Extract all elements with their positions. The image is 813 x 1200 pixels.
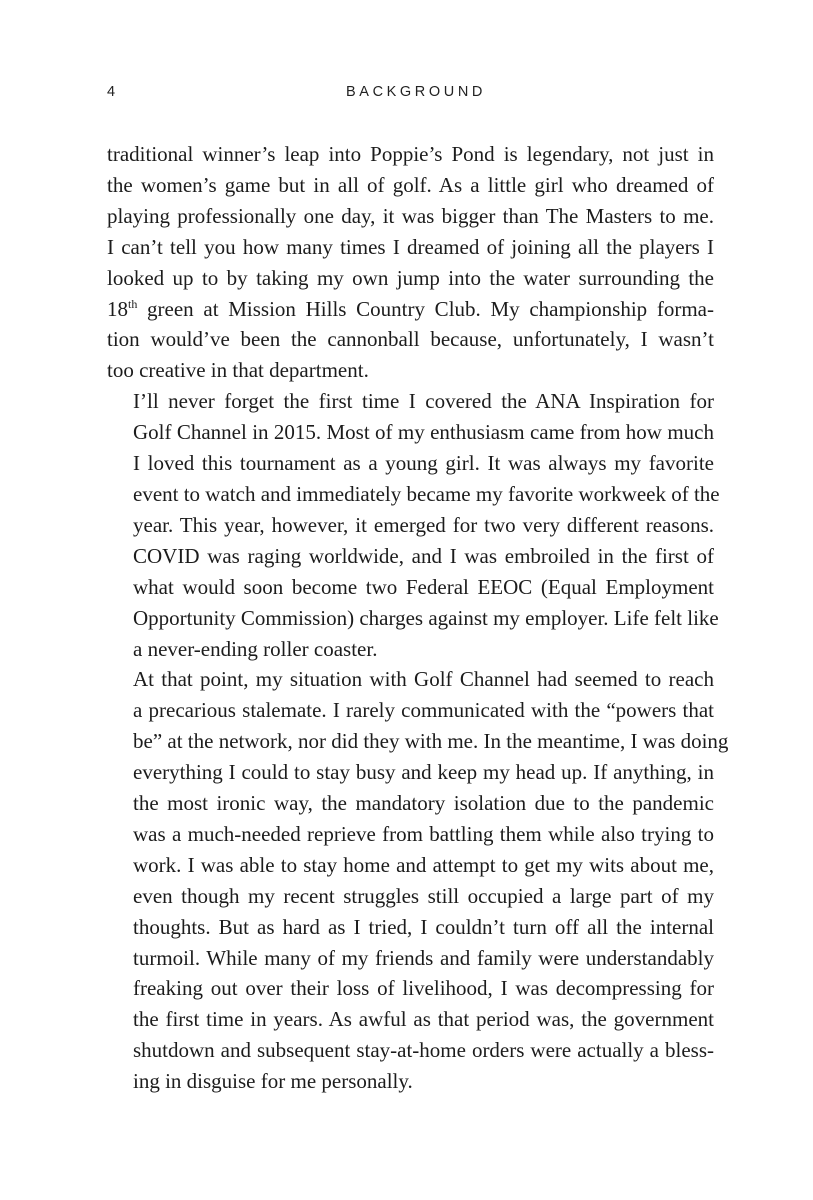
text-line: too creative in that department. xyxy=(107,358,369,383)
text-line: freaking out over their loss of livelihood, I was decompressing for xyxy=(133,976,714,1001)
text-line: Opportunity Commission) charges against my employer. Life felt like xyxy=(133,605,719,630)
running-head xyxy=(107,84,713,106)
text-line: work. I was able to stay home and attempt to get my wits about me, xyxy=(133,852,714,877)
text-line: I loved this tournament as a young girl. It was always my favorite xyxy=(133,451,714,476)
text-line: was a much-needed reprieve from battling them while also trying to xyxy=(133,821,714,846)
text-line: tion would’ve been the cannonball because, unfortunately, I wasn’t xyxy=(107,327,714,352)
page-number: 4 xyxy=(107,84,117,100)
text-line: year. This year, however, it emerged for two very different reasons. xyxy=(133,512,714,537)
text-line: what would soon become two Federal EEOC (Equal Employment xyxy=(133,574,714,599)
text-line: even though my recent struggles still occupied a large part of my xyxy=(133,883,714,908)
text-line: everything I could to stay busy and keep my head up. If anything, in xyxy=(133,760,714,785)
text-line: playing professionally one day, it was bigger than The Masters to me. xyxy=(107,203,714,228)
paragraph xyxy=(107,139,714,386)
text-line: a precarious stalemate. I rarely communicated with the “powers that xyxy=(133,698,714,723)
text-line: thoughts. But as hard as I tried, I couldn’t turn off all the internal xyxy=(133,914,714,939)
text-line: I can’t tell you how many times I dreamed of joining all the players I xyxy=(107,234,714,259)
text-line: Golf Channel in 2015. Most of my enthusiasm came from how much xyxy=(133,420,714,445)
text-line: ing in disguise for me personally. xyxy=(133,1069,413,1094)
text-line: the women’s game but in all of golf. As a little girl who dreamed of xyxy=(107,172,714,197)
section-title: BACKGROUND xyxy=(346,84,486,100)
text-line: the most ironic way, the mandatory isolation due to the pandemic xyxy=(133,791,714,816)
text-line: shutdown and subsequent stay-at-home orders were actually a bless- xyxy=(133,1038,714,1063)
text-line: COVID was raging worldwide, and I was embroiled in the first of xyxy=(133,543,714,568)
text-line: traditional winner’s leap into Poppie’s Pond is legendary, not just in xyxy=(107,142,714,166)
paragraph xyxy=(107,386,720,664)
text-line: At that point, my situation with Golf Channel had seemed to reach xyxy=(133,667,714,692)
text-line: 18th green at Mission Hills Country Club. My championship forma- xyxy=(107,296,714,321)
text-line: I’ll never forget the first time I covered the ANA Inspiration for xyxy=(133,389,714,414)
text-line: a never-ending roller coaster. xyxy=(133,636,378,661)
text-line: looked up to by taking my own jump into the water surrounding the xyxy=(107,265,714,290)
text-line: turmoil. While many of my friends and family were understandably xyxy=(133,945,714,970)
paragraph xyxy=(107,664,729,1097)
ordinal-suffix: th xyxy=(128,296,138,311)
text-line: the first time in years. As awful as that period was, the government xyxy=(133,1007,714,1032)
text-line: be” at the network, nor did they with me. In the meantime, I was doing xyxy=(133,729,729,754)
text-line: event to watch and immediately became my favorite workweek of the xyxy=(133,481,720,506)
body-text xyxy=(107,139,729,1097)
